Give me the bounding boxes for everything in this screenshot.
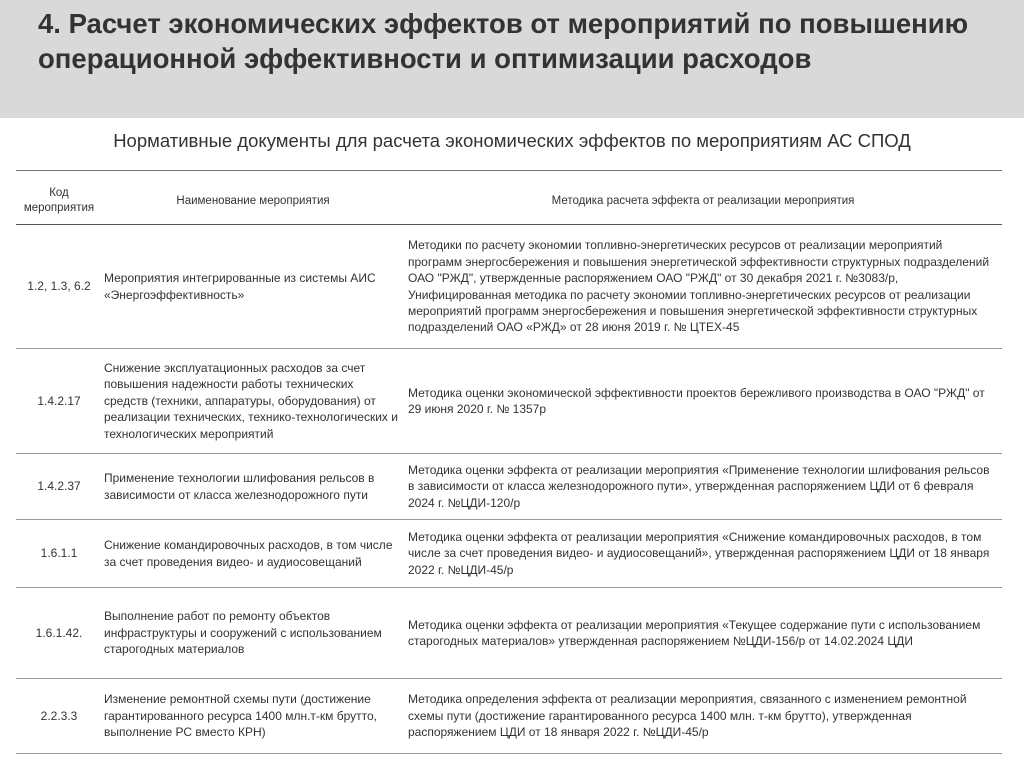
method-line: Методика оценки эффекта от реализации мероприятия «Снижение командировочных расходов, в том числе за счет проведения видео- и аудиосовещаний», утвержденная распоряжением ЦДИ от 18 января 2022 г. №ЦДИ-45/р bbox=[408, 529, 990, 577]
method-line: Методика оценки эффекта от реализации мероприятия «Применение технологии шлифования рельсов в зависимости от класса железнодорожного пути», утвержденная распоряжением ЦДИ от 6 февраля 2024 г. №ЦДИ-120/р bbox=[408, 462, 990, 510]
table-row bbox=[16, 349, 1002, 454]
row-name: Применение технологии шлифования рельсов в зависимости от класса железнодорожного пути bbox=[102, 454, 404, 520]
method-line: Методика определения эффекта от реализации мероприятия, связанного с изменением ремонтной схемы пути (достижение гарантированного ресурса 1400 млн. т-км брутто), утвержденная распоряжением ЦДИ от 18 января 2022 г. №ЦДИ-45/р bbox=[408, 692, 967, 740]
row-name: Изменение ремонтной схемы пути (достижение гарантированного ресурса 1400 млн.т-км брутто, выполнение РС вместо КРН) bbox=[102, 679, 404, 754]
table-row bbox=[16, 454, 1002, 520]
column-header-code: Код мероприятия bbox=[16, 178, 102, 225]
row-name: Выполнение работ по ремонту объектов инфраструктуры и сооружений с использованием старогодных материалов bbox=[102, 588, 404, 679]
row-code: 1.6.1.1 bbox=[16, 520, 102, 588]
title-band bbox=[0, 0, 1024, 118]
top-divider bbox=[16, 170, 1002, 171]
method-line: Методики по расчету экономии топливно-энергетических ресурсов от реализации мероприятий программ энергосбережения и повышения энергетической эффективности структурных подразделений ОАО "РЖД", утвержденные распоряжением ОАО "РЖД" от 30 декабря 2021 г. №3083/р, bbox=[408, 238, 990, 286]
row-name: Снижение командировочных расходов, в том числе за счет проведения видео- и аудиосовещаний bbox=[102, 520, 404, 588]
method-line: Методика оценки эффекта от реализации мероприятия «Текущее содержание пути с использованием старогодных материалов» утвержденная распоряжением №ЦДИ-156/р от 14.02.2024 ЦДИ bbox=[408, 617, 981, 648]
row-code: 1.6.1.42. bbox=[16, 588, 102, 679]
row-method bbox=[404, 225, 1002, 349]
table-caption: Нормативные документы для расчета экономических эффектов по мероприятиям АС СПОД bbox=[113, 130, 911, 151]
column-header-name: Наименование мероприятия bbox=[102, 178, 404, 225]
row-code: 1.2, 1.3, 6.2 bbox=[16, 225, 102, 349]
method-line: Унифицированная методика по расчету экономии топливно-энергетических ресурсов от реализации мероприятий программ энергосбережения и повышения энергетической эффективности структурных подразделений ОАО «РЖД» от 28 июня 2019 г. № ЦТЕХ-45 bbox=[408, 287, 978, 335]
row-code: 1.4.2.17 bbox=[16, 349, 102, 454]
row-code: 1.4.2.37 bbox=[16, 454, 102, 520]
normative-documents-table bbox=[16, 178, 1002, 754]
row-code: 2.2.3.3 bbox=[16, 679, 102, 754]
table-row bbox=[16, 588, 1002, 679]
method-line: Методика оценки экономической эффективности проектов бережливого производства в ОАО "РЖД" от 29 июня 2020 г. № 1357р bbox=[408, 385, 985, 416]
row-method bbox=[404, 679, 1002, 754]
table-row bbox=[16, 225, 1002, 349]
table-row bbox=[16, 679, 1002, 754]
row-name: Мероприятия интегрированные из системы АИС «Энергоэффективность» bbox=[102, 225, 404, 349]
column-header-method: Методика расчета эффекта от реализации мероприятия bbox=[404, 178, 1002, 225]
row-method bbox=[404, 520, 1002, 588]
row-name: Снижение эксплуатационных расходов за счет повышения надежности работы технических средств (техники, аппаратуры, оборудования) от реализации технических, технико-технологических и технологических мероприятий bbox=[102, 349, 404, 454]
row-method bbox=[404, 454, 1002, 520]
table-header-row bbox=[16, 178, 1002, 225]
table-row bbox=[16, 520, 1002, 588]
page-title: 4. Расчет экономических эффектов от мероприятий по повышению операционной эффективности и оптимизации расходов bbox=[38, 8, 969, 74]
row-method bbox=[404, 349, 1002, 454]
row-method bbox=[404, 588, 1002, 679]
